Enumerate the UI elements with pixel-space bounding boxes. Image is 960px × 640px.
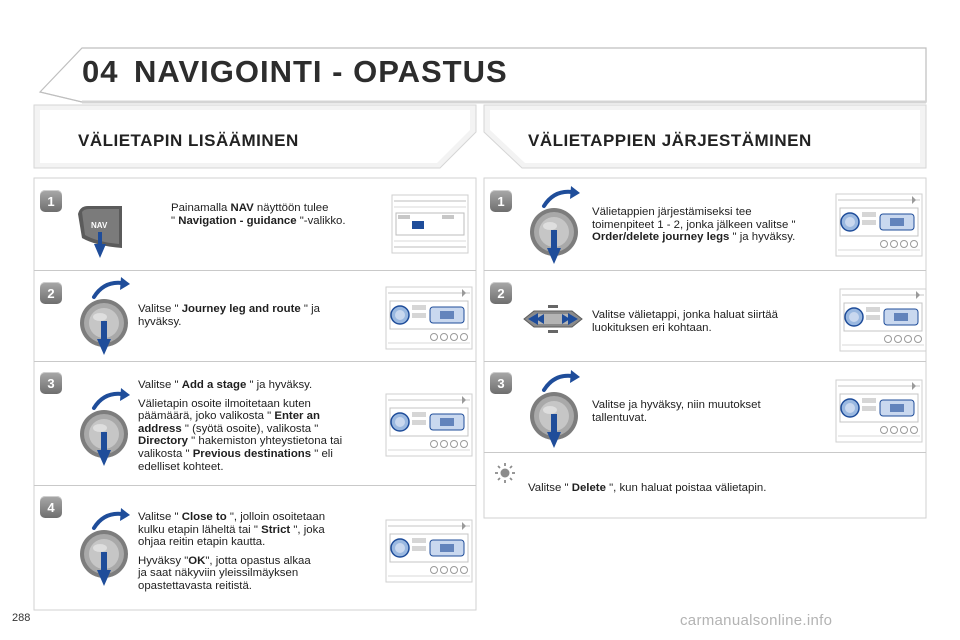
text-run: ", jotta opastus alkaa	[205, 554, 311, 567]
text-paragraph	[138, 398, 378, 474]
text-run: Välietapin osoite ilmoitetaan kuten	[138, 397, 311, 410]
text-run: ", kun haluat poistaa välietapin.	[605, 482, 767, 494]
text-line	[592, 399, 832, 412]
bold-run: Journey leg and route	[181, 303, 301, 315]
text-line	[138, 398, 378, 411]
text-paragraph	[138, 555, 378, 593]
bold-run: Previous destinations	[192, 447, 312, 460]
text-run: Valitse "	[528, 482, 572, 494]
text-run: Valitse ja hyväksy, niin muutokset	[592, 399, 761, 411]
text-run: hyväksy.	[138, 315, 182, 328]
step-instructions	[171, 202, 381, 227]
text-run: ", jolloin osoitetaan	[226, 511, 326, 523]
text-run: Hyväksy "	[138, 554, 189, 567]
text-line	[592, 412, 832, 425]
text-run: päämäärä, joko valikosta "	[138, 410, 275, 423]
text-line	[592, 219, 832, 232]
text-line	[138, 580, 378, 593]
radio-unit-illustration	[390, 193, 470, 255]
step-instructions	[528, 482, 888, 495]
rotary-knob-icon	[74, 277, 134, 355]
text-run: Valitse "	[138, 511, 182, 523]
bold-run: NAV	[230, 202, 254, 214]
step-number-badge: 2	[490, 282, 512, 304]
text-run: valikosta "	[138, 447, 193, 460]
rotary-knob-icon	[524, 186, 584, 264]
bold-run: Directory	[138, 435, 189, 448]
step-instructions	[592, 399, 832, 424]
bold-run: Delete	[571, 482, 606, 494]
left-section-title: VÄLIETAPIN LISÄÄMINEN	[78, 131, 299, 150]
text-line	[138, 448, 378, 461]
radio-unit-illustration	[384, 518, 474, 584]
text-run: "-valikko.	[296, 214, 346, 227]
watermark-text: carmanualsonline.info	[680, 612, 833, 629]
text-run: Valitse "	[138, 379, 182, 391]
text-paragraph	[138, 379, 378, 392]
text-run: toimenpiteet 1 - 2, jonka jälkeen valitse "	[592, 218, 796, 231]
step-instructions	[138, 303, 378, 328]
text-run: ", joka	[290, 523, 325, 536]
right-step-2	[484, 271, 926, 362]
page-number: 288	[12, 612, 31, 624]
step-instructions	[138, 511, 378, 593]
left-step-4	[34, 486, 476, 610]
left-step-2	[34, 271, 476, 362]
tip-sun-icon	[494, 462, 516, 484]
text-run: " eli	[311, 447, 333, 460]
text-line	[138, 303, 378, 316]
text-line	[138, 536, 378, 549]
text-run: " (syötä osoite), valikosta "	[181, 422, 319, 435]
text-run: Valitse välietappi, jonka haluat siirtää	[592, 309, 778, 321]
text-paragraph	[138, 511, 378, 549]
text-line	[138, 524, 378, 537]
text-run: " hakemiston yhteystietona tai	[188, 435, 343, 448]
text-line	[138, 435, 378, 448]
nav-button-icon	[72, 200, 142, 260]
bold-run: OK	[188, 554, 206, 567]
radio-unit-illustration	[834, 192, 924, 258]
text-line	[592, 309, 832, 322]
text-run: Välietappien järjestämiseksi tee	[592, 206, 752, 218]
right-step-3	[484, 362, 926, 453]
bold-run: Add a stage	[181, 379, 247, 391]
text-line	[592, 231, 832, 244]
chapter-number: 04	[82, 54, 119, 89]
step-instructions	[592, 309, 832, 334]
text-line	[138, 410, 378, 423]
four-way-joystick-icon	[518, 299, 588, 339]
bold-run: Strict	[261, 523, 291, 536]
radio-unit-illustration	[834, 378, 924, 444]
step-number-badge: 4	[40, 496, 62, 518]
text-run: " ja hyväksy.	[246, 379, 313, 391]
text-run: ja saat näkyviin yleissilmäyksen	[138, 567, 299, 580]
step-number-badge: 1	[40, 190, 62, 212]
text-line	[138, 423, 378, 436]
text-line	[138, 316, 378, 329]
right-step-1	[484, 178, 926, 271]
bold-run: Close to	[181, 511, 227, 523]
text-run: opastettavasta reitistä.	[138, 579, 252, 592]
text-run: " ja	[300, 303, 320, 315]
text-run: Painamalla	[171, 202, 231, 214]
chapter-title: NAVIGOINTI - OPASTUS	[134, 54, 508, 89]
rotary-knob-icon	[74, 508, 134, 586]
text-line	[138, 461, 378, 474]
rotary-knob-icon	[74, 388, 134, 466]
nav-button-label: NAV	[91, 221, 108, 230]
bold-run: Order/delete journey legs	[592, 231, 730, 244]
text-line	[138, 567, 378, 580]
text-run: näyttöön tulee	[253, 202, 329, 214]
left-step-3	[34, 362, 476, 486]
right-section-title: VÄLIETAPPIEN JÄRJESTÄMINEN	[528, 131, 812, 150]
text-line	[171, 202, 381, 215]
text-run: ohjaa reitin etapin kautta.	[138, 536, 266, 549]
text-run: "	[171, 214, 179, 227]
step-number-badge: 3	[40, 372, 62, 394]
rotary-knob-icon	[524, 370, 584, 448]
text-run: luokituksen eri kohtaan.	[592, 321, 712, 334]
right-step-tip	[484, 453, 926, 518]
text-run: edelliset kohteet.	[138, 460, 224, 473]
bold-run: Navigation - guidance	[178, 214, 297, 227]
step-number-badge: 1	[490, 190, 512, 212]
step-number-badge: 2	[40, 282, 62, 304]
radio-unit-illustration	[384, 285, 474, 351]
text-line	[138, 555, 378, 568]
bold-run: Enter an	[274, 410, 320, 423]
step-instructions	[592, 206, 832, 244]
left-step-1	[34, 178, 476, 271]
text-run: Valitse "	[138, 303, 182, 315]
bold-run: address	[138, 422, 182, 435]
step-instructions	[138, 379, 378, 473]
text-line	[138, 379, 378, 392]
text-run: kulku etapin läheltä tai "	[138, 523, 262, 536]
radio-unit-illustration	[384, 392, 474, 458]
text-line	[528, 482, 888, 495]
step-number-badge: 3	[490, 372, 512, 394]
text-line	[592, 322, 832, 335]
text-line	[138, 511, 378, 524]
text-run: " ja hyväksy.	[729, 231, 796, 244]
text-line	[592, 206, 832, 219]
text-line	[171, 215, 381, 228]
radio-unit-illustration	[838, 287, 928, 353]
text-run: tallentuvat.	[592, 411, 648, 424]
